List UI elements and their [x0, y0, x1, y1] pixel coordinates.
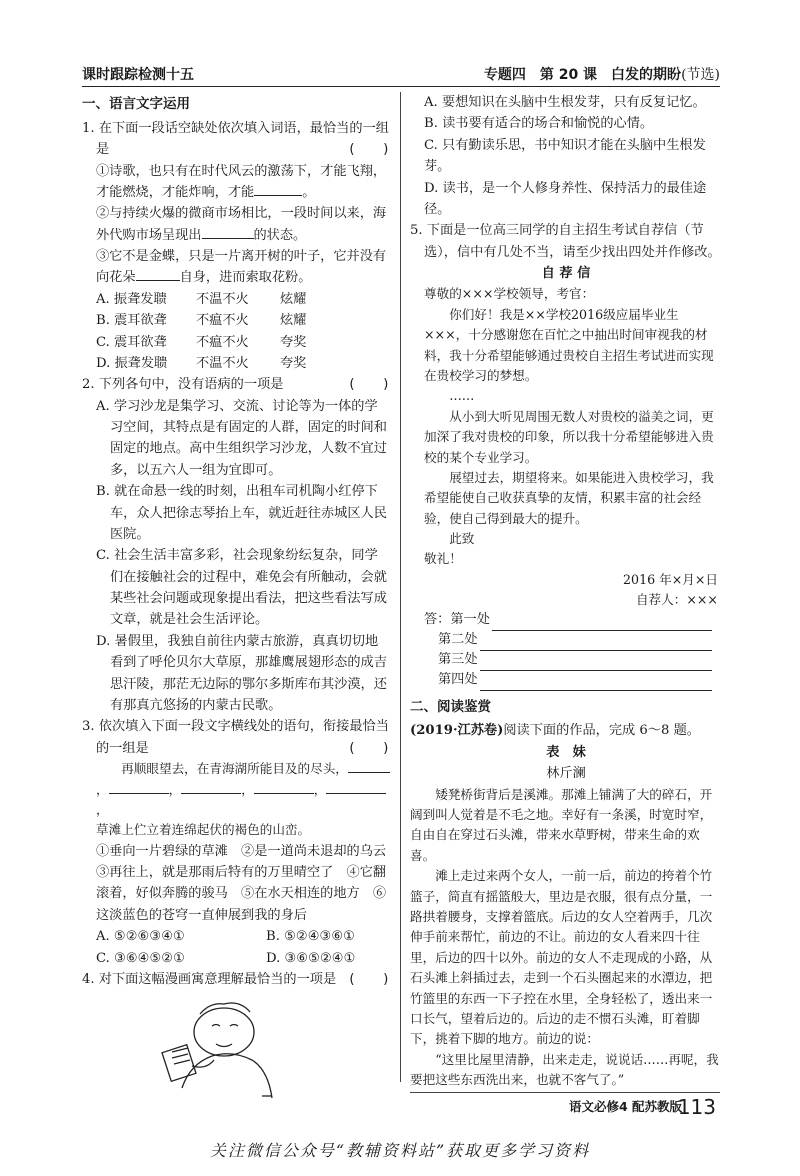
q1-s3b: 自身，进而索取花粉。 — [179, 270, 312, 286]
blank — [109, 793, 169, 794]
q4-stem-text: 4. 对下面这幅漫画寓意理解最恰当的一项是 — [82, 971, 337, 987]
letter-salutation: 尊敬的×××学校领导，考官： — [424, 286, 595, 302]
left-column — [82, 92, 400, 1114]
bottom-note: 关注微信公众号“教辅资料站”获取更多学习资料 — [209, 1141, 591, 1160]
q4-option-d: D. 读书，是一个人修身养性、保持活力的最佳途径。 — [424, 180, 707, 217]
letter-date: 2016 年×月×日 — [623, 571, 718, 587]
answer-blank[interactable] — [480, 655, 712, 671]
q1-option-c — [82, 332, 390, 353]
q4-option-c: C. 只有勤读乐思，书中知识才能在头脑中生根发芽。 — [424, 137, 706, 175]
reading-source — [410, 720, 722, 741]
q5-stem: 5. 下面是一位高三同学的自主招生考试自荐信（节选），信中有几处不当，请至少找出四处并作修改。 — [410, 223, 721, 260]
q2-option-a: A. 学习沙龙是集学习、交流、讨论等为一体的学习空间，其特点是有固定的人群，固定的时间和固定的地点。高中生组织学习沙龙，人数不宜过多，以五六人一组为宜即可。 — [96, 398, 387, 478]
story-para-2: 滩上走过来两个女人，一前一后，前边的挎着个竹篮子，简直有摇篮般大，里边是衣服，很有点分量，一路拱着腰身，支撑着篮底。后边的女人空着两手，几次伸手前来帮忙，前边的不让。前边的女人看来四十往里，后边的四十以外。前边的女人不走现成的小路，从石头滩上斜插过去，走到一个石头圈起来的水潭边，把竹篮里的东西一下子控在水里，全身轻松了，透出来一口长气，望着后边的。后边的走不惯石头滩，盯着脚下，挑着下脚的地方。前边的说： — [410, 868, 713, 1047]
story-para-1: 矮凳桥街背后是溪滩。那滩上铺满了大的碎石，开阔到叫人觉着是不毛之地。幸好有一条溪，时宽时窄，自由自在穿过石头滩，带来水草野树，带来生命的欢喜。 — [410, 786, 713, 863]
blank — [136, 280, 180, 281]
q4-stem — [82, 969, 390, 990]
q1-stem — [82, 118, 390, 161]
column-divider — [400, 92, 401, 1082]
q1-s2a: ②与持续火爆的微商市场相比，一段时间以来，海外代购市场呈现出 — [96, 206, 387, 243]
header-right — [484, 64, 720, 87]
q3-options-ab — [82, 926, 390, 947]
q3-items: ①垂向一片碧绿的草滩 ②是一道尚未退却的乌云 ③再往上，就是那雨后特有的万里晴空了 ④它翻滚着，好似奔腾的骏马 ⑤在水天相连的地方 ⑥这淡蓝色的苍穹一直伸展到我的身后 — [96, 843, 400, 923]
opt-word: D. 振聋发聩 — [96, 355, 168, 371]
blank — [181, 793, 241, 794]
q1-option-d — [82, 353, 390, 374]
q2-option-c: C. 社会生活丰富多彩，社会现象纷纭复杂，同学们在接触社会的过程中，难免会有所触动，会就某些社会问题或现象提出看法，把这些看法写成文章，就是社会生活评论。 — [96, 548, 387, 628]
q1-stem-text: 1. 在下面一段话空缺处依次填入词语，最恰当的一组是 — [82, 120, 389, 158]
page-header — [82, 62, 720, 87]
answer-label: 第四处 — [438, 672, 478, 688]
q1-bracket: ( ) — [347, 142, 390, 158]
story-author: 林斤澜 — [546, 766, 586, 782]
q3-bracket: ( ) — [347, 740, 390, 756]
cartoon-reader-image — [152, 996, 282, 1106]
answer-line-3[interactable] — [410, 651, 722, 671]
blank — [326, 793, 386, 794]
q2-stem — [82, 374, 390, 395]
page-footer — [410, 1092, 720, 1117]
answer-line-4[interactable] — [410, 671, 722, 691]
q1-s3a: ③它不是金蝶，只是一片离开树的叶子，它并没有向花朵 — [96, 249, 387, 286]
q3-passage: 再顺眼望去，在青海湖所能目及的尽头，， ， ， ，， — [82, 759, 390, 820]
blank — [254, 195, 302, 196]
letter-closing-1: 此致 — [449, 531, 475, 547]
answer-blank[interactable] — [492, 615, 712, 631]
q1-option-b — [82, 310, 390, 331]
opt-word: 炫耀 — [280, 313, 307, 329]
opt-word: 炫耀 — [280, 291, 307, 307]
letter-para-2: 从小到大听见周围无数人对贵校的溢美之词，更加深了我对贵校的印象，所以我十分希望能够进入贵校的某个专业学习。 — [424, 408, 714, 465]
letter-para-3: 展望过去，期望将来。如果能进入贵校学习，我希望能使自己收获真挚的友情，积累丰富的社会经验，使自己得到最大的提升。 — [424, 469, 714, 526]
q1-s2b: 的状态。 — [253, 227, 307, 243]
answer-blank[interactable] — [480, 675, 712, 691]
answer-label: 第二处 — [438, 632, 478, 648]
header-lesson: 专题四 第 20 课 白发的期盼 — [483, 67, 682, 83]
letter-closing-2: 敬礼！ — [424, 551, 462, 567]
header-left: 课时跟踪检测十五 — [82, 67, 194, 83]
q2-bracket: ( ) — [347, 377, 390, 393]
q3-options-cd — [82, 948, 390, 969]
opt-word: 不瘟不火 — [196, 313, 249, 329]
opt-word: 夸奖 — [280, 355, 307, 371]
opt-word: 不瘟不火 — [196, 334, 249, 350]
story-para-3: “这里比屋里清静，出来走走，说说话……再呢，我要把这些东西洗出来，也就不客气了。” — [410, 1051, 719, 1088]
book-label: 语文必修4 配苏教版 — [568, 1099, 682, 1114]
q1-option-a — [82, 289, 390, 310]
answer-line-1[interactable] — [410, 611, 722, 631]
blank — [348, 772, 390, 773]
q4-bracket: ( ) — [347, 971, 390, 987]
answer-blank[interactable] — [480, 635, 712, 651]
right-column — [410, 92, 722, 1090]
q3-option-c: C. ③⑥④⑤②① — [96, 950, 185, 966]
q2-option-b: B. 就在命悬一线的时刻，出租车司机陶小红停下车，众人把徐志琴抬上车，就近赶往赤城区人民医院。 — [96, 484, 387, 542]
q3-passage-text: 再顺眼望去，在青海湖所能目及的尽头， — [121, 761, 348, 777]
letter-ellipsis: …… — [449, 388, 475, 404]
q2-stem-text: 2. 下列各句中，没有语病的一项是 — [82, 377, 284, 393]
source-tag: (2019·江苏卷) — [410, 723, 504, 739]
answer-label: 答：第一处 — [424, 612, 490, 628]
letter-para-1: 你们好！我是××学校2016级应届毕业生×××，十分感谢您在百忙之中抽出时间审视我的材料，我十分希望能够通过贵校自主招生考试进而实现在贵校学习的梦想。 — [424, 306, 714, 383]
q1-sentence-3 — [82, 246, 390, 289]
section-title-1: 一、语言文字运用 — [82, 96, 190, 112]
q4-option-b: B. 读书要有适合的场合和愉悦的心情。 — [424, 116, 654, 132]
q2-option-d: D. 暑假里，我独自前往内蒙古旅游，真真切切地看到了呼伦贝尔大草原，那雄鹰展翅形态的成吉思汗陵，那茫无边际的鄂尔多斯库布其沙漠，还有那真亢悠扬的内蒙古民歌。 — [96, 633, 387, 713]
opt-word: 不温不火 — [196, 291, 249, 307]
q4-option-a: A. 要想知识在头脑中生根发芽，只有反复记忆。 — [424, 95, 706, 110]
opt-word: B. 震耳欲聋 — [96, 313, 167, 329]
story-title: 表 妹 — [546, 744, 586, 760]
q3-passage-end: 草滩上伫立着连绵起伏的褐色的山峦。 — [96, 822, 311, 838]
answer-line-2[interactable] — [410, 631, 722, 651]
opt-word: 夸奖 — [280, 334, 307, 350]
source-instruction: 阅读下面的作品，完成 6～8 题。 — [503, 723, 700, 739]
letter-signer: 自荐人：××× — [635, 592, 718, 608]
section-title-2: 二、阅读鉴赏 — [410, 698, 491, 715]
q1-sentence-1 — [82, 161, 390, 204]
opt-word: A. 振聋发聩 — [96, 291, 167, 307]
q3-option-d: D. ③⑥⑤②④① — [266, 950, 356, 966]
header-sub: (节选) — [681, 67, 720, 83]
q3-option-a: A. ⑤②⑥③④① — [96, 929, 185, 945]
q1-sentence-2 — [82, 203, 390, 246]
letter-title: 自 荐 信 — [541, 266, 591, 281]
opt-word: C. 震耳欲聋 — [96, 334, 167, 350]
answer-label: 第三处 — [438, 652, 478, 668]
page-number: 113 — [677, 1095, 716, 1119]
q1-s1b: 。 — [302, 184, 316, 200]
q1-s1a: ①诗歌，也只有在时代风云的激荡下，才能飞翔，才能燃烧，才能炸响，才能 — [96, 163, 387, 200]
q3-option-b: B. ⑤②④③⑥① — [266, 929, 356, 945]
blank — [202, 238, 254, 239]
blank — [254, 793, 314, 794]
q3-stem-text: 3. 依次填入下面一段文字横线处的语句，衔接最恰当的一组是 — [82, 719, 389, 756]
opt-word: 不温不火 — [196, 355, 249, 371]
q3-stem — [82, 716, 390, 759]
